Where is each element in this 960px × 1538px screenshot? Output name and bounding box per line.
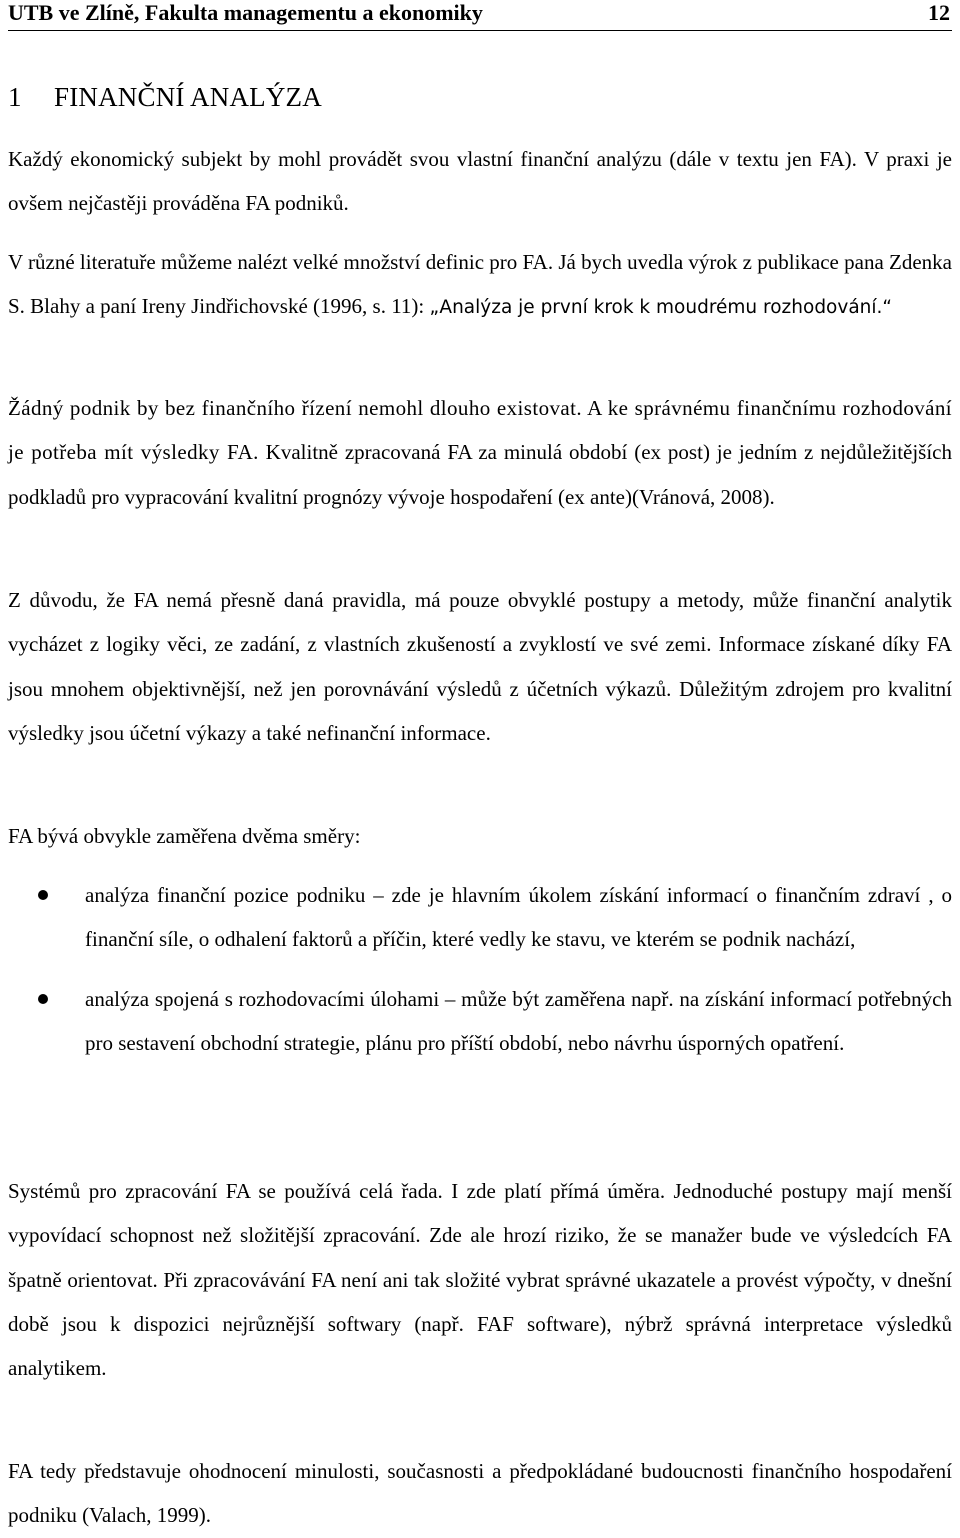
paragraph-5: FA bývá obvykle zaměřena dvěma směry: (8, 824, 361, 848)
list-item (8, 873, 952, 962)
page-number: 12 (928, 0, 950, 25)
paragraph-1: Každý ekonomický subjekt by mohl provádět svou vlastní finanční analýzu (dále v textu jen FA). V praxi je ovšem nejčastěji prováděna FA podniků. (8, 147, 952, 216)
paragraph-3-b: Kvalitně zpracovaná FA za minulá období (ex post) je jedním z nejdůležitějších podkladů pro vypracování kvalitní prognózy vývoje hospodaření (ex ante)(Vránová, 2008). (8, 440, 953, 509)
paragraph-6: Systémů pro zpracování FA se používá celá řada. I zde platí přímá úměra. Jednoduché postupy mají menší vypovídací schopnost než složitější zpracování. Zde ale hrozí riziko, že se manažer bude ve výsledcích FA špatně orientovat. Při zpracovávání FA není ani tak složité vybrat správné ukazatele a provést výpočty, v dnešní době jsou k dispozici nejrůznější softwary (např. FAF software), nýbrž správná interpretace výsledků analytikem. (8, 1179, 952, 1381)
paragraph-7: FA tedy představuje ohodnocení minulosti, současnosti a předpokládané budoucnosti finančního hospodaření podniku (Valach, 1999). (8, 1459, 952, 1528)
bullet-icon (38, 890, 48, 900)
definition-quote: „Analýza je první krok k moudrému rozhodování.“ (429, 297, 892, 319)
bullet-list (8, 873, 952, 1065)
bullet-icon (38, 994, 48, 1004)
list-item (8, 977, 952, 1066)
list-item-text: analýza finanční pozice podniku – zde je hlavním úkolem získání informací o finančním zdraví , o finanční síle, o odhalení faktorů a příčin, které vedly ke stavu, ve kterém se podnik nachází, (85, 883, 952, 952)
running-header (8, 0, 952, 31)
chapter-title: FINANČNÍ ANALÝZA (54, 82, 322, 112)
paragraph-2-lead: V různé literatuře můžeme nalézt velké množství definic pro FA. Já bych uvedla výrok z publikace pana Zdenka S. Blahy a paní Ireny Jindřichovské (1996, s. 11): (8, 250, 952, 319)
paragraph-4: Z důvodu, že FA nemá přesně daná pravidla, má pouze obvyklé postupy a metody, může finanční analytik vycházet z logiky věci, ze zadání, z vlastních zkušeností a zvyklostí ve své zemi. Informace získané díky FA jsou mnohem objektivnější, než jen porovnávání výsledů z účetních výkazů. Důležitým zdrojem pro kvalitní výsledky jsou účetní výkazy a také nefinanční informace. (8, 588, 952, 745)
chapter-heading (8, 82, 322, 113)
chapter-number: 1 (8, 82, 22, 112)
paragraph-3-a: Žádný podnik by bez finančního řízení nemohl dlouho existovat. A ke správnému finančnímu rozhodování je potřeba mít výsledky FA. (8, 396, 952, 465)
paragraph-3 (8, 386, 952, 519)
paragraph-2 (8, 240, 952, 331)
list-item-text: analýza spojená s rozhodovacími úlohami – může být zaměřena např. na získání informací potřebných pro sestavení obchodní strategie, plánu pro příští období, nebo návrhu úsporných opatření. (85, 986, 952, 1055)
header-title: UTB ve Zlíně, Fakulta managementu a ekonomiky (8, 0, 483, 25)
